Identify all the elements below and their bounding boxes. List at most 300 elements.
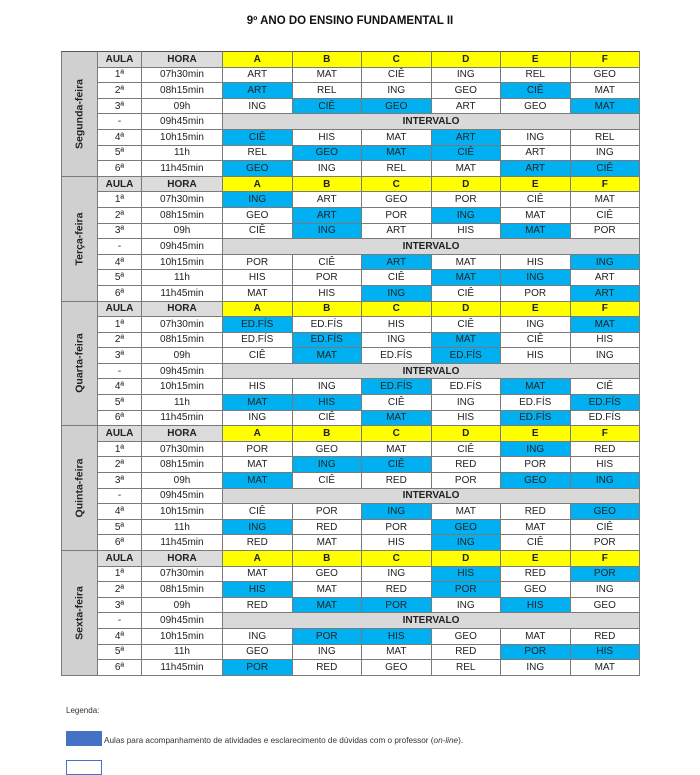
subject-cell: RED [223, 535, 293, 551]
class-header-a: A [223, 301, 293, 317]
aula-cell: 5ª [98, 145, 142, 161]
subject-cell: ING [223, 98, 293, 114]
subject-cell-online: MAT [570, 317, 640, 333]
aula-cell: 1ª [98, 566, 142, 582]
subject-cell: ING [431, 395, 501, 411]
table-row [62, 504, 640, 520]
table-row [62, 410, 640, 426]
subject-cell: HIS [431, 410, 501, 426]
aula-cell: 1ª [98, 317, 142, 333]
subject-cell-online: ED.FÍS [292, 332, 362, 348]
subject-cell: MAT [223, 457, 293, 473]
subject-cell: HIS [431, 223, 501, 239]
aula-cell: - [98, 363, 142, 379]
subject-cell: CIÊ [223, 348, 293, 364]
subject-cell: ART [292, 192, 362, 208]
table-row [62, 644, 640, 660]
legend-swatch-regular [66, 760, 102, 775]
table-row [62, 597, 640, 613]
hora-cell: 08h15min [142, 457, 223, 473]
aula-cell: 6ª [98, 285, 142, 301]
table-row [62, 161, 640, 177]
aula-cell: 5ª [98, 519, 142, 535]
table-row [62, 348, 640, 364]
subject-cell-online: MAT [501, 223, 571, 239]
subject-cell-online: HIS [223, 582, 293, 598]
subject-cell: CIÊ [570, 207, 640, 223]
subject-cell: CIÊ [501, 535, 571, 551]
hora-cell: 08h15min [142, 332, 223, 348]
subject-cell-online: POR [362, 597, 432, 613]
hora-cell: 11h [142, 644, 223, 660]
subject-cell: HIS [292, 129, 362, 145]
subject-cell: MAT [501, 207, 571, 223]
aula-cell: 4ª [98, 379, 142, 395]
day-label-cell [62, 176, 98, 301]
subject-cell: ING [570, 145, 640, 161]
subject-cell: MAT [570, 660, 640, 676]
subject-cell: MAT [223, 285, 293, 301]
subject-cell-online: HIS [292, 395, 362, 411]
table-row [62, 207, 640, 223]
subject-cell-online: MAT [362, 410, 432, 426]
hora-cell: 07h30min [142, 441, 223, 457]
hora-cell: 11h45min [142, 660, 223, 676]
subject-cell: RED [570, 628, 640, 644]
subject-cell: MAT [570, 83, 640, 99]
intervalo-row [62, 239, 640, 255]
subject-cell: MAT [431, 161, 501, 177]
subject-cell: POR [362, 519, 432, 535]
subject-cell: REL [431, 660, 501, 676]
class-header-c: C [362, 52, 432, 68]
table-row [62, 519, 640, 535]
subject-cell: ING [292, 379, 362, 395]
subject-cell: ING [570, 582, 640, 598]
table-row [62, 441, 640, 457]
subject-cell: ED.FÍS [431, 379, 501, 395]
aula-cell: - [98, 488, 142, 504]
hora-cell: 09h [142, 348, 223, 364]
class-header-a: A [223, 426, 293, 442]
subject-cell: HIS [501, 254, 571, 270]
day-label: Terça-feira [73, 212, 85, 266]
aula-header: AULA [98, 176, 142, 192]
subject-cell: CIÊ [223, 504, 293, 520]
hora-header: HORA [142, 52, 223, 68]
table-row [62, 83, 640, 99]
subject-cell: CIÊ [501, 332, 571, 348]
subject-cell-online: ED.FÍS [431, 348, 501, 364]
hora-cell: 11h [142, 145, 223, 161]
subject-cell: MAT [431, 504, 501, 520]
class-header-f: F [570, 176, 640, 192]
subject-cell: CIÊ [431, 285, 501, 301]
subject-cell: MAT [362, 441, 432, 457]
table-row [62, 67, 640, 83]
subject-cell: CIÊ [292, 254, 362, 270]
subject-cell-online: POR [570, 566, 640, 582]
subject-cell-online: ART [292, 207, 362, 223]
class-header-a: A [223, 176, 293, 192]
class-header-f: F [570, 301, 640, 317]
aula-cell: - [98, 613, 142, 629]
table-row [62, 192, 640, 208]
hora-cell: 07h30min [142, 67, 223, 83]
aula-cell: - [98, 239, 142, 255]
subject-cell: GEO [292, 566, 362, 582]
subject-cell-online: ING [431, 207, 501, 223]
intervalo-row [62, 488, 640, 504]
hora-cell: 08h15min [142, 83, 223, 99]
hora-cell: 09h45min [142, 114, 223, 130]
table-row [62, 285, 640, 301]
intervalo-cell: INTERVALO [223, 613, 640, 629]
subject-cell: CIÊ [362, 67, 432, 83]
subject-cell: REL [223, 145, 293, 161]
subject-cell-online: CIÊ [501, 83, 571, 99]
subject-cell: REL [570, 129, 640, 145]
subject-cell: HIS [223, 270, 293, 286]
legend-item-regular [66, 760, 102, 775]
table-row [62, 254, 640, 270]
hora-cell: 09h [142, 473, 223, 489]
hora-cell: 11h45min [142, 535, 223, 551]
hora-cell: 08h15min [142, 582, 223, 598]
aula-cell: 3ª [98, 348, 142, 364]
class-header-d: D [431, 52, 501, 68]
aula-cell: 5ª [98, 644, 142, 660]
table-row [62, 473, 640, 489]
subject-cell-online: GEO [223, 161, 293, 177]
subject-cell: ING [501, 317, 571, 333]
legend-swatch-online [66, 731, 102, 746]
hora-cell: 09h [142, 223, 223, 239]
subject-cell: RED [292, 519, 362, 535]
subject-cell-online: ING [362, 285, 432, 301]
subject-cell: MAT [431, 254, 501, 270]
subject-cell: ING [292, 161, 362, 177]
class-header-b: B [292, 301, 362, 317]
subject-cell: MAT [362, 644, 432, 660]
table-row [62, 395, 640, 411]
class-header-b: B [292, 52, 362, 68]
aula-cell: 4ª [98, 254, 142, 270]
subject-cell: RED [501, 504, 571, 520]
day-label-cell [62, 426, 98, 551]
subject-cell: CIÊ [292, 410, 362, 426]
subject-cell: ART [223, 67, 293, 83]
day-label-cell [62, 301, 98, 426]
subject-cell: RED [292, 660, 362, 676]
subject-cell-online: ED.FÍS [501, 410, 571, 426]
aula-cell: - [98, 114, 142, 130]
schedule-table [61, 51, 640, 676]
table-row [62, 332, 640, 348]
legend-title: Legenda: [66, 706, 100, 715]
subject-cell-online: ED.FÍS [223, 317, 293, 333]
intervalo-row [62, 114, 640, 130]
subject-cell: POR [223, 254, 293, 270]
class-header-e: E [501, 551, 571, 567]
subject-cell: POR [570, 223, 640, 239]
hora-cell: 10h15min [142, 129, 223, 145]
subject-cell-online: MAT [292, 348, 362, 364]
subject-cell: RED [431, 644, 501, 660]
subject-cell-online: MAT [501, 379, 571, 395]
table-row [62, 129, 640, 145]
intervalo-cell: INTERVALO [223, 114, 640, 130]
class-header-c: C [362, 426, 432, 442]
table-row [62, 660, 640, 676]
subject-cell: ING [223, 628, 293, 644]
subject-cell: ART [362, 223, 432, 239]
subject-cell: CIÊ [431, 441, 501, 457]
subject-cell: GEO [362, 660, 432, 676]
subject-cell: CIÊ [570, 379, 640, 395]
table-row [62, 98, 640, 114]
subject-cell: ING [362, 332, 432, 348]
aula-header: AULA [98, 52, 142, 68]
aula-cell: 1ª [98, 67, 142, 83]
subject-cell: CIÊ [362, 270, 432, 286]
subject-cell-online: GEO [362, 98, 432, 114]
subject-cell: HIS [501, 348, 571, 364]
subject-cell: ING [501, 660, 571, 676]
table-row [62, 628, 640, 644]
subject-cell: POR [501, 285, 571, 301]
subject-cell: MAT [292, 67, 362, 83]
aula-cell: 2ª [98, 207, 142, 223]
day-label-cell [62, 52, 98, 177]
hora-cell: 11h45min [142, 285, 223, 301]
subject-cell-online: ART [431, 129, 501, 145]
class-header-d: D [431, 301, 501, 317]
class-header-b: B [292, 426, 362, 442]
aula-cell: 3ª [98, 98, 142, 114]
day-header-row [62, 426, 640, 442]
class-header-d: D [431, 551, 501, 567]
aula-header: AULA [98, 301, 142, 317]
subject-cell-online: MAT [362, 145, 432, 161]
hora-header: HORA [142, 301, 223, 317]
class-header-f: F [570, 551, 640, 567]
table-row [62, 223, 640, 239]
aula-cell: 1ª [98, 441, 142, 457]
subject-cell-online: ED.FÍS [362, 379, 432, 395]
subject-cell: REL [362, 161, 432, 177]
subject-cell-online: MAT [570, 98, 640, 114]
subject-cell: ING [501, 129, 571, 145]
hora-cell: 10h15min [142, 379, 223, 395]
table-row [62, 457, 640, 473]
subject-cell: GEO [362, 192, 432, 208]
hora-cell: 09h45min [142, 613, 223, 629]
table-row [62, 145, 640, 161]
subject-cell-online: MAT [431, 270, 501, 286]
subject-cell: CIÊ [223, 223, 293, 239]
class-header-f: F [570, 426, 640, 442]
subject-cell: ING [223, 410, 293, 426]
table-row [62, 270, 640, 286]
class-header-e: E [501, 301, 571, 317]
day-header-row [62, 52, 640, 68]
hora-cell: 09h45min [142, 239, 223, 255]
subject-cell: POR [501, 457, 571, 473]
hora-cell: 09h45min [142, 363, 223, 379]
subject-cell: ING [431, 597, 501, 613]
subject-cell-online: ING [570, 473, 640, 489]
subject-cell: MAT [223, 566, 293, 582]
intervalo-cell: INTERVALO [223, 239, 640, 255]
day-header-row [62, 176, 640, 192]
page-title: 9º ANO DO ENSINO FUNDAMENTAL II [246, 15, 454, 27]
hora-cell: 08h15min [142, 207, 223, 223]
day-label: Quinta-feira [73, 458, 85, 518]
aula-cell: 3ª [98, 597, 142, 613]
subject-cell: RED [570, 441, 640, 457]
aula-cell: 3ª [98, 223, 142, 239]
subject-cell-online: ING [431, 535, 501, 551]
intervalo-row [62, 613, 640, 629]
hora-cell: 11h45min [142, 161, 223, 177]
aula-cell: 1ª [98, 192, 142, 208]
aula-cell: 4ª [98, 628, 142, 644]
subject-cell: POR [292, 270, 362, 286]
subject-cell-online: MAT [223, 395, 293, 411]
subject-cell: ED.FÍS [501, 395, 571, 411]
aula-cell: 2ª [98, 582, 142, 598]
class-header-b: B [292, 551, 362, 567]
subject-cell: ART [570, 270, 640, 286]
subject-cell: ING [292, 644, 362, 660]
subject-cell-online: HIS [362, 628, 432, 644]
subject-cell-online: ING [223, 192, 293, 208]
day-label: Segunda-feira [73, 78, 85, 149]
subject-cell: CIÊ [431, 317, 501, 333]
subject-cell-online: ING [570, 254, 640, 270]
class-header-c: C [362, 301, 432, 317]
subject-cell: HIS [362, 535, 432, 551]
class-header-b: B [292, 176, 362, 192]
aula-cell: 5ª [98, 270, 142, 286]
subject-cell: CIÊ [501, 192, 571, 208]
aula-header: AULA [98, 426, 142, 442]
aula-cell: 3ª [98, 473, 142, 489]
subject-cell: HIS [223, 379, 293, 395]
subject-cell: ED.FÍS [223, 332, 293, 348]
subject-cell: ED.FÍS [292, 317, 362, 333]
subject-cell: CIÊ [362, 395, 432, 411]
hora-cell: 10h15min [142, 628, 223, 644]
subject-cell: RED [362, 473, 432, 489]
subject-cell: CIÊ [570, 519, 640, 535]
aula-cell: 6ª [98, 410, 142, 426]
subject-cell-online: GEO [501, 473, 571, 489]
hora-cell: 11h [142, 395, 223, 411]
subject-cell: ING [431, 67, 501, 83]
subject-cell-online: ED.FÍS [570, 395, 640, 411]
subject-cell: POR [431, 192, 501, 208]
hora-cell: 09h [142, 98, 223, 114]
subject-cell-online: MAT [431, 332, 501, 348]
subject-cell: GEO [223, 207, 293, 223]
class-header-d: D [431, 426, 501, 442]
subject-cell-online: ART [223, 83, 293, 99]
legend-item-online [66, 731, 463, 746]
aula-cell: 2ª [98, 83, 142, 99]
intervalo-cell: INTERVALO [223, 488, 640, 504]
subject-cell-online: MAT [292, 597, 362, 613]
subject-cell-online: CIÊ [292, 98, 362, 114]
subject-cell: POR [362, 207, 432, 223]
intervalo-row [62, 363, 640, 379]
legend-text-online: Aulas para acompanhamento de atividades e esclarecimento de dúvidas com o professor (on-line). [104, 736, 464, 745]
aula-cell: 2ª [98, 457, 142, 473]
subject-cell-online: CIÊ [570, 161, 640, 177]
subject-cell: HIS [292, 285, 362, 301]
subject-cell-online: ING [362, 504, 432, 520]
subject-cell-online: MAT [223, 473, 293, 489]
hora-header: HORA [142, 551, 223, 567]
intervalo-cell: INTERVALO [223, 363, 640, 379]
subject-cell-online: GEO [292, 145, 362, 161]
hora-cell: 10h15min [142, 504, 223, 520]
subject-cell: GEO [223, 644, 293, 660]
hora-cell: 10h15min [142, 254, 223, 270]
class-header-c: C [362, 176, 432, 192]
subject-cell-online: ART [501, 161, 571, 177]
subject-cell: ING [570, 348, 640, 364]
table-row [62, 317, 640, 333]
subject-cell: MAT [501, 519, 571, 535]
table-row [62, 566, 640, 582]
subject-cell: HIS [570, 332, 640, 348]
subject-cell-online: POR [501, 644, 571, 660]
day-label: Sexta-feira [73, 586, 85, 640]
subject-cell: MAT [292, 535, 362, 551]
aula-cell: 6ª [98, 660, 142, 676]
subject-cell: ART [501, 145, 571, 161]
subject-cell-online: CIÊ [223, 129, 293, 145]
aula-cell: 6ª [98, 535, 142, 551]
aula-header: AULA [98, 551, 142, 567]
subject-cell: GEO [431, 628, 501, 644]
subject-cell-online: ING [501, 441, 571, 457]
hora-cell: 11h [142, 270, 223, 286]
subject-cell: ING [362, 566, 432, 582]
subject-cell: REL [501, 67, 571, 83]
class-header-d: D [431, 176, 501, 192]
subject-cell-online: ING [292, 457, 362, 473]
aula-cell: 4ª [98, 504, 142, 520]
hora-cell: 07h30min [142, 192, 223, 208]
day-header-row [62, 551, 640, 567]
class-header-e: E [501, 176, 571, 192]
aula-cell: 6ª [98, 161, 142, 177]
subject-cell-online: GEO [570, 504, 640, 520]
subject-cell: REL [292, 83, 362, 99]
subject-cell-online: HIS [570, 644, 640, 660]
day-label: Quarta-feira [73, 333, 85, 394]
subject-cell-online: CIÊ [431, 145, 501, 161]
subject-cell-online: HIS [501, 597, 571, 613]
subject-cell: ING [362, 83, 432, 99]
subject-cell-online: ING [292, 223, 362, 239]
hora-cell: 07h30min [142, 566, 223, 582]
hora-cell: 09h [142, 597, 223, 613]
class-header-f: F [570, 52, 640, 68]
